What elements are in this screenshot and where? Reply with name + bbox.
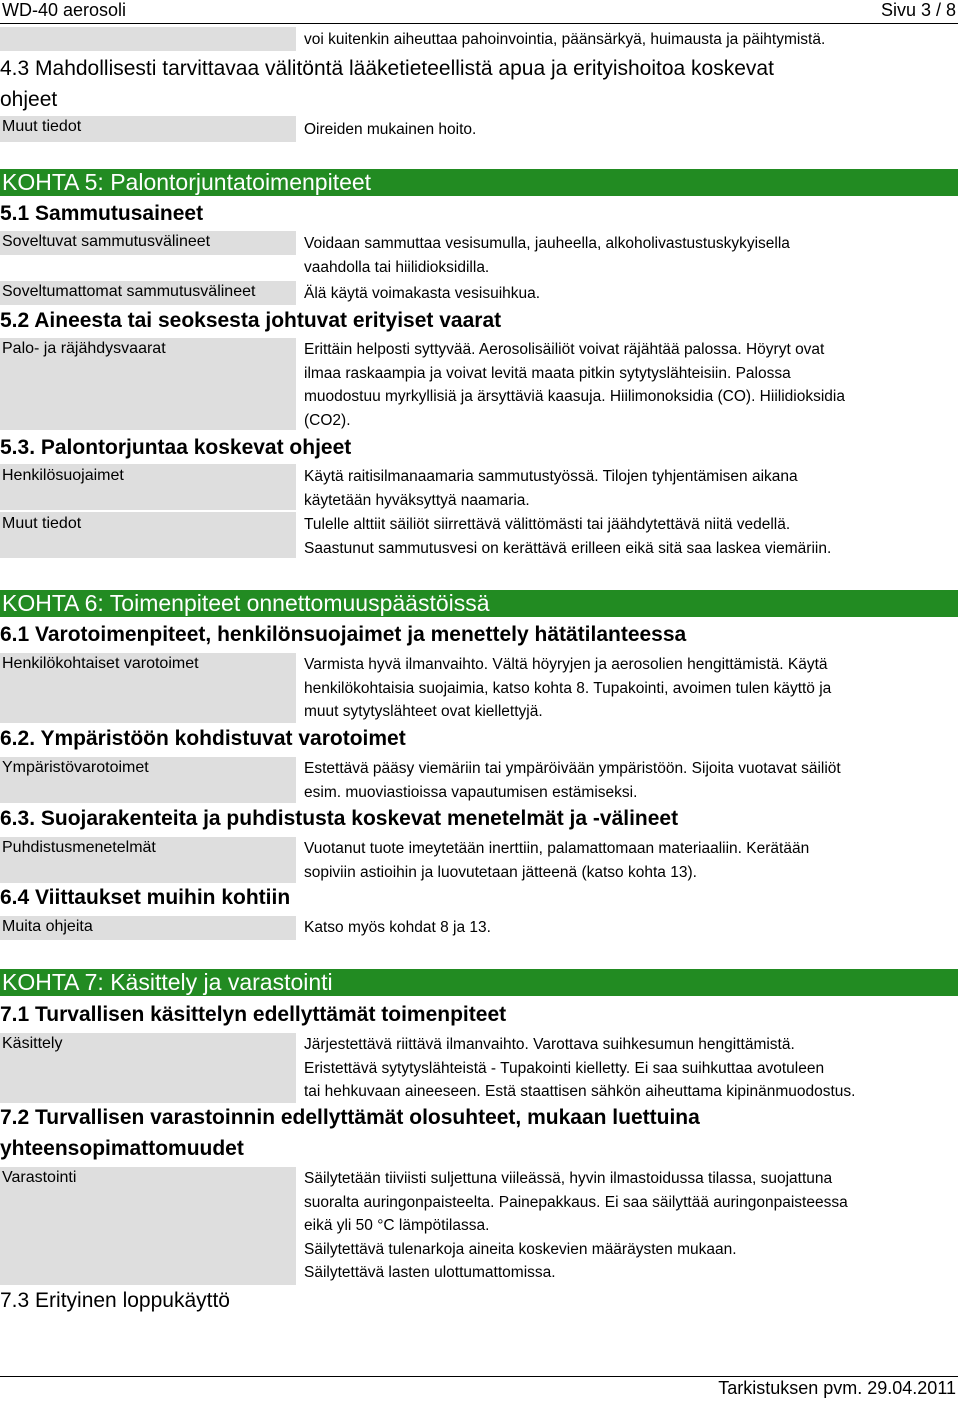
section-5-title: KOHTA 5: Palontorjuntatoimenpiteet: [2, 169, 372, 195]
value-protective-equipment: Käytä raitisilmanaamaria sammutustyössä. Tilojen tyhjentämisen aikana käytetään hyväksyttyä naamaria.: [304, 468, 798, 509]
heading-4-3-line2: ohjeet: [0, 88, 58, 111]
heading-6-1: 6.1 Varotoimenpiteet, henkilönsuojaimet ja menettely hätätilanteessa: [0, 623, 687, 646]
value-handling: Järjestettävä riittävä ilmanvaihto. Varottava suihkesumun hengittämistä. Eristettävä sytytyslähteistä - Tupakointi kielletty. Ei saa suihkuttaa avotuleen tai hehkuvaan aineeseen. Estä staattisen sähkön aiheuttama kipinänmuodostus.: [304, 1036, 856, 1100]
header-divider: [0, 23, 958, 24]
label-other-info-4-3: Muut tiedot: [2, 118, 82, 135]
label-environmental-precautions: Ympäristövarotoimet: [2, 759, 149, 776]
label-unsuitable-media: Soveltumattomat sammutusvälineet: [2, 283, 256, 300]
section-6-title: KOHTA 6: Toimenpiteet onnettomuuspäästöissä: [2, 590, 490, 616]
label-cleanup-methods: Puhdistusmenetelmät: [2, 839, 156, 856]
value-suitable-media: Voidaan sammuttaa vesisumulla, jauheella, alkoholivastustuskykyisella vaahdolla tai hiilidioksidilla.: [304, 235, 790, 276]
heading-7-2-line1: 7.2 Turvallisen varastoinnin edellyttämät olosuhteet, mukaan luettuina: [0, 1106, 700, 1129]
section-6-bar: [0, 590, 958, 617]
heading-5-2: 5.2 Aineesta tai seoksesta johtuvat erityiset vaarat: [0, 309, 502, 332]
value-environmental-precautions: Estettävä pääsy viemäriin tai ympäröivään ympäristöön. Sijoita vuotavat säiliöt esim. muoviastioissa vapautumisen estämiseksi.: [304, 760, 841, 801]
heading-7-3: 7.3 Erityinen loppukäyttö: [0, 1289, 230, 1312]
heading-6-3: 6.3. Suojarakenteita ja puhdistusta koskevat menetelmät ja -välineet: [0, 807, 679, 830]
value-personal-precautions: Varmista hyvä ilmanvaihto. Vältä höyryjen ja aerosolien hengittämistä. Käytä henkilökohtaisia suojaimia, katso kohta 8. Tupakointi, avoimen tulen käyttö ja muut sytytyslähteet ovat kiellettyjä.: [304, 656, 832, 720]
heading-6-2: 6.2. Ympäristöön kohdistuvat varotoimet: [0, 727, 406, 750]
section-7-bar: [0, 969, 958, 996]
label-other-instructions: Muita ohjeita: [2, 918, 93, 935]
value-other-info-5-3: Tulelle alttiit säiliöt siirrettävä välittömästi tai jäähdytettävä niitä vedellä. Saastunut sammutusvesi on kerättävä erilleen eikä sitä saa laskea viemäriin.: [304, 516, 832, 557]
label-protective-equipment: Henkilösuojaimet: [2, 467, 124, 484]
label-handling: Käsittely: [2, 1035, 63, 1052]
label-suitable-media: Soveltuvat sammutusvälineet: [2, 233, 211, 250]
section-5-bar: [0, 169, 958, 196]
footer-divider: [0, 1376, 958, 1377]
label-fire-hazards: Palo- ja räjähdysvaarat: [2, 340, 166, 357]
revision-date: Tarkistuksen pvm. 29.04.2011: [718, 1378, 956, 1398]
page-number: Sivu 3 / 8: [880, 0, 956, 20]
label-personal-precautions: Henkilökohtaiset varotoimet: [2, 655, 199, 672]
heading-7-2-line2: yhteensopimattomuudet: [0, 1137, 244, 1160]
heading-5-1: 5.1 Sammutusaineet: [0, 202, 204, 225]
value-fire-hazards: Erittäin helposti syttyvää. Aerosolisäiliöt voivat räjähtää palossa. Höyryt ovat ilmaa raskaampia ja voivat levitä maata pitkin sytytyslähteisiin. Palossa muodostuu myrkyllisiä ja ärsyttäviä kaasuja. Hiilimonoksidia (CO). Hiilidioksidia (CO2).: [304, 341, 845, 429]
label-storage: Varastointi: [2, 1169, 77, 1186]
value-other-instructions: Katso myös kohdat 8 ja 13.: [304, 919, 491, 936]
label-background: [0, 27, 296, 51]
label-other-info-5-3: Muut tiedot: [2, 515, 82, 532]
heading-5-3: 5.3. Palontorjuntaa koskevat ohjeet: [0, 436, 352, 459]
heading-6-4: 6.4 Viittaukset muihin kohtiin: [0, 886, 291, 909]
value-storage: Säilytetään tiiviisti suljettuna viileässä, hyvin ilmastoidussa tilassa, suojattuna suoralta auringonpaisteelta. Painepakkaus. Ei saa säilyttää auringonpaisteessa eikä yli 50 °C lämpötilassa. Säilytettävä tulenarkoja aineita koskevien määräysten mukaan. Säilytettävä lasten ulottumattomissa.: [304, 1170, 848, 1281]
heading-4-3-line1: 4.3 Mahdollisesti tarvittavaa välitöntä lääketieteellistä apua ja erityishoitoa koskevat: [0, 57, 774, 80]
value-other-info-4-3: Oireiden mukainen hoito.: [304, 121, 477, 138]
value-unsuitable-media: Älä käytä voimakasta vesisuihkua.: [304, 285, 541, 302]
heading-7-1: 7.1 Turvallisen käsittelyn edellyttämät toimenpiteet: [0, 1003, 507, 1026]
document-name: WD-40 aerosoli: [2, 0, 127, 20]
section-7-title: KOHTA 7: Käsittely ja varastointi: [2, 969, 333, 995]
continuation-text: voi kuitenkin aiheuttaa pahoinvointia, päänsärkyä, huimausta ja päihtymistä.: [304, 31, 826, 48]
value-cleanup-methods: Vuotanut tuote imeytetään inerttiin, palamattomaan materiaaliin. Kerätään sopiviin astioihin ja luovutetaan jätteenä (katso kohta 13).: [304, 840, 810, 881]
